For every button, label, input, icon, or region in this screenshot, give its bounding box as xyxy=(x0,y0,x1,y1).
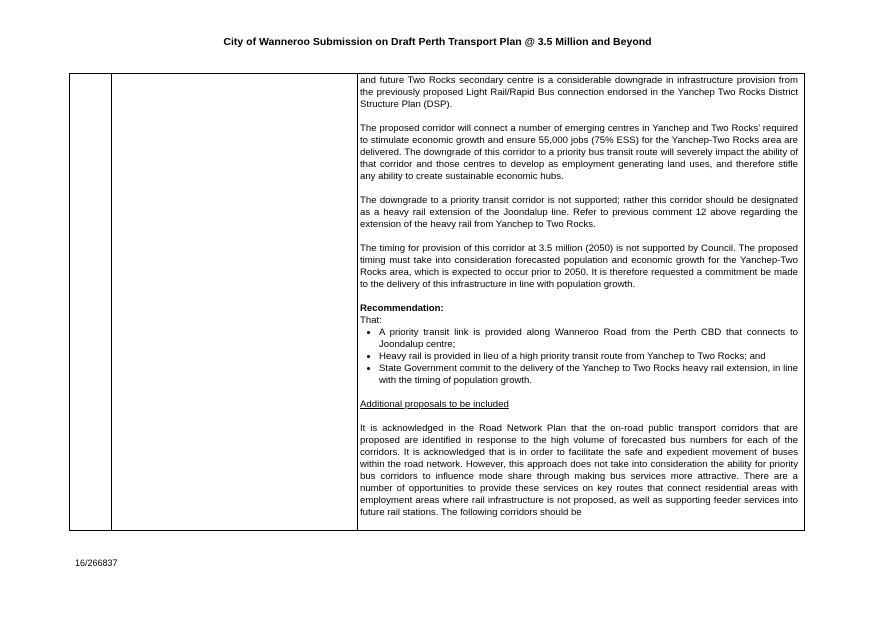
submission-table xyxy=(69,73,805,531)
table-column-divider xyxy=(357,74,358,530)
paragraph: The timing for provision of this corridor at 3.5 million (2050) is not supported by Council. The proposed timing must take into consideration forecasted population and economic growth for the Yanchep-Two Rocks area, which is expected to occur prior to 2050. It is therefore requested a commitment be made to the delivery of this infrastructure in line with population growth. xyxy=(360,243,798,290)
table-column-divider xyxy=(111,74,112,530)
paragraph: and future Two Rocks secondary centre is a considerable downgrade in infrastructure provision from the previously proposed Light Rail/Rapid Bus connection endorsed in the Yanchep Two Rocks District Structure Plan (DSP). xyxy=(360,75,798,110)
recommendation-item: • Heavy rail is provided in lieu of a high priority transit route from Yanchep to Two Rocks; and xyxy=(379,351,798,363)
document-title: City of Wanneroo Submission on Draft Perth Transport Plan @ 3.5 Million and Beyond xyxy=(223,36,652,48)
recommendation-heading: Recommendation: xyxy=(360,303,444,314)
recommendation-list xyxy=(360,327,798,387)
recommendation-item: • State Government commit to the delivery of the Yanchep to Two Rocks heavy rail extension, in line with the timing of population growth. xyxy=(379,363,798,387)
additional-proposals-heading: Additional proposals to be included xyxy=(360,399,509,410)
recommendation-intro: That: xyxy=(360,315,382,326)
document-reference: 16/266837 xyxy=(75,558,118,568)
paragraph: It is acknowledged in the Road Network Plan that the on-road public transport corridors that are proposed are identified in response to the high volume of forecasted bus numbers for each of the corridors. It is acknowledged that is in order to facilitate the safe and expedient movement of buses within the road network. However, this approach does not take into consideration the ability for priority bus corridors to influence mode share through making bus services more attractive. There are a number of opportunities to provide these services on key routes that connect residential areas with employment areas where rail infrastructure is not proposed, as well as supporting feeder services into future rail stations. The following corridors should be xyxy=(360,423,798,518)
recommendation-item: • A priority transit link is provided along Wanneroo Road from the Perth CBD that connects to Joondalup centre; xyxy=(379,327,798,351)
comment-cell xyxy=(360,75,798,531)
paragraph: The proposed corridor will connect a number of emerging centres in Yanchep and Two Rocks’ required to stimulate economic growth and ensure 55,000 jobs (75% ESS) for the Yanchep-Two Rocks area are delivered. The downgrade of this corridor to a priority bus transit route will severely impact the ability of that corridor and those centres to develop as employment generating land uses, and therefore stifle any ability to create sustainable economic hubs. xyxy=(360,123,798,182)
paragraph: The downgrade to a priority transit corridor is not supported; rather this corridor should be designated as a heavy rail extension of the Joondalup line. Refer to previous comment 12 above regarding the extension of the heavy rail from Yanchep to Two Rocks. xyxy=(360,195,798,230)
